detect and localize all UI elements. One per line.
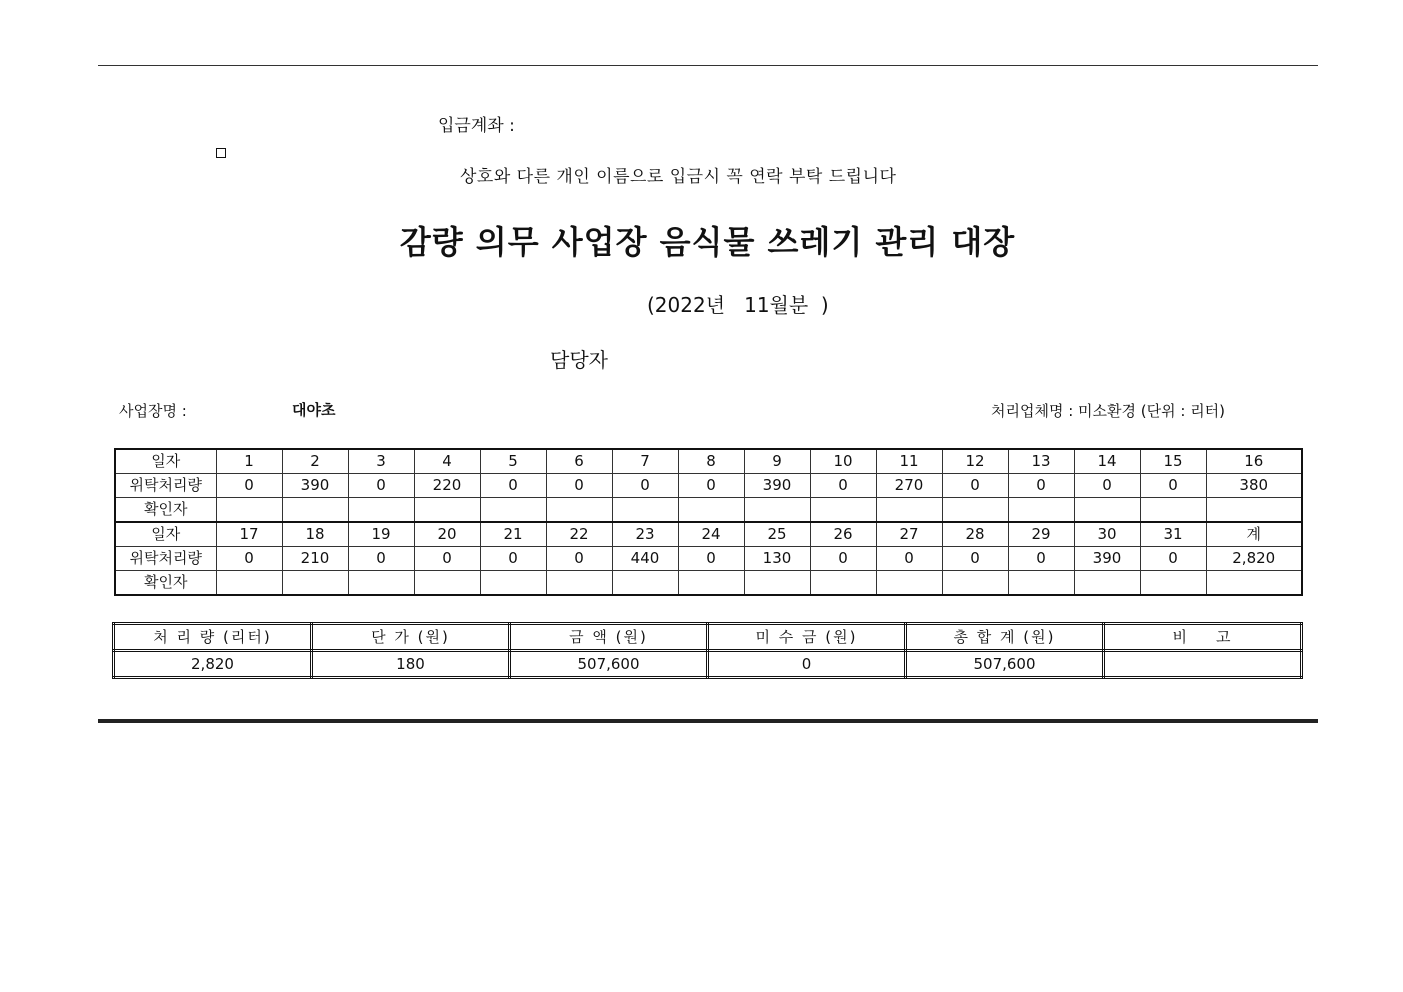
confirm-cell[interactable] — [744, 498, 810, 523]
amount-cell: 0 — [480, 474, 546, 498]
amount-cell: 380 — [1206, 474, 1302, 498]
total-amount-cell: 2,820 — [1206, 547, 1302, 571]
day-cell: 22 — [546, 522, 612, 547]
summary-value-row — [114, 651, 1302, 678]
total-label-cell: 계 — [1206, 522, 1302, 547]
amount-cell: 0 — [216, 547, 282, 571]
summary-header-unpaid: 미 수 금 (원) — [708, 624, 906, 651]
confirm-cell[interactable] — [942, 571, 1008, 596]
day-cell: 23 — [612, 522, 678, 547]
date-row-2 — [115, 522, 1302, 547]
business-name-label: 사업장명 : — [119, 402, 187, 420]
day-cell: 25 — [744, 522, 810, 547]
amount-cell: 130 — [744, 547, 810, 571]
amount-cell: 0 — [810, 474, 876, 498]
amount-cell: 390 — [1074, 547, 1140, 571]
summary-header-remarks: 비 고 — [1104, 624, 1302, 651]
period-label: (2022년 11월분 ) — [647, 293, 829, 317]
day-cell: 11 — [876, 449, 942, 474]
amount-cell: 0 — [414, 547, 480, 571]
confirm-cell[interactable] — [1140, 571, 1206, 596]
confirm-label: 확인자 — [115, 571, 216, 596]
confirm-cell[interactable] — [810, 498, 876, 523]
amount-cell: 0 — [1140, 547, 1206, 571]
amount-cell: 0 — [216, 474, 282, 498]
amount-cell: 0 — [942, 547, 1008, 571]
amount-label: 위탁처리량 — [115, 547, 216, 571]
summary-header-grand-total: 총 합 계 (원) — [906, 624, 1104, 651]
summary-quantity-value: 2,820 — [114, 651, 312, 678]
day-cell: 4 — [414, 449, 480, 474]
confirm-cell[interactable] — [1008, 571, 1074, 596]
summary-header-quantity: 처 리 량 (리터) — [114, 624, 312, 651]
confirm-label: 확인자 — [115, 498, 216, 523]
amount-row-1 — [115, 474, 1302, 498]
summary-unit-price-value: 180 — [312, 651, 510, 678]
day-cell: 20 — [414, 522, 480, 547]
summary-header-amount: 금 액 (원) — [510, 624, 708, 651]
day-cell: 29 — [1008, 522, 1074, 547]
day-cell: 13 — [1008, 449, 1074, 474]
confirm-cell[interactable] — [480, 571, 546, 596]
day-cell: 26 — [810, 522, 876, 547]
top-rule — [98, 65, 1318, 66]
date-row-1 — [115, 449, 1302, 474]
amount-cell: 390 — [282, 474, 348, 498]
amount-cell: 0 — [942, 474, 1008, 498]
deposit-account-label: 입금계좌 : — [438, 116, 515, 136]
checkbox-icon[interactable] — [216, 148, 226, 158]
summary-remarks-value[interactable] — [1104, 651, 1302, 678]
summary-grand-total-value: 507,600 — [906, 651, 1104, 678]
confirm-cell[interactable] — [942, 498, 1008, 523]
summary-table — [112, 622, 1303, 679]
confirm-cell[interactable] — [216, 498, 282, 523]
amount-cell: 390 — [744, 474, 810, 498]
day-cell: 1 — [216, 449, 282, 474]
confirm-cell[interactable] — [480, 498, 546, 523]
amount-cell: 220 — [414, 474, 480, 498]
date-label: 일자 — [115, 449, 216, 474]
day-cell: 30 — [1074, 522, 1140, 547]
confirm-cell[interactable] — [1074, 571, 1140, 596]
summary-unpaid-value: 0 — [708, 651, 906, 678]
confirm-row-1 — [115, 498, 1302, 523]
day-cell: 3 — [348, 449, 414, 474]
confirm-cell[interactable] — [282, 498, 348, 523]
confirm-row-2 — [115, 571, 1302, 596]
summary-header-unit-price: 단 가 (원) — [312, 624, 510, 651]
confirm-cell[interactable] — [876, 498, 942, 523]
day-cell: 24 — [678, 522, 744, 547]
day-cell: 9 — [744, 449, 810, 474]
confirm-cell[interactable] — [546, 571, 612, 596]
day-cell: 6 — [546, 449, 612, 474]
amount-cell: 0 — [876, 547, 942, 571]
amount-cell: 0 — [348, 547, 414, 571]
confirm-cell[interactable] — [744, 571, 810, 596]
date-label: 일자 — [115, 522, 216, 547]
confirm-cell[interactable] — [678, 498, 744, 523]
manager-label: 담당자 — [550, 348, 608, 372]
amount-cell: 0 — [612, 474, 678, 498]
confirm-cell[interactable] — [612, 571, 678, 596]
day-cell: 27 — [876, 522, 942, 547]
amount-cell: 0 — [810, 547, 876, 571]
confirm-cell[interactable] — [678, 571, 744, 596]
bottom-rule — [98, 719, 1318, 723]
amount-cell: 0 — [546, 474, 612, 498]
business-name: 대야초 — [292, 401, 336, 419]
day-cell: 7 — [612, 449, 678, 474]
confirm-cell[interactable] — [1074, 498, 1140, 523]
day-cell: 5 — [480, 449, 546, 474]
day-cell: 15 — [1140, 449, 1206, 474]
confirm-cell[interactable] — [1206, 498, 1302, 523]
amount-cell: 0 — [1140, 474, 1206, 498]
amount-cell: 0 — [1008, 547, 1074, 571]
day-cell: 17 — [216, 522, 282, 547]
day-cell: 21 — [480, 522, 546, 547]
day-cell: 14 — [1074, 449, 1140, 474]
amount-row-2 — [115, 547, 1302, 571]
daily-log-table — [114, 448, 1303, 596]
amount-cell: 0 — [1008, 474, 1074, 498]
confirm-cell[interactable] — [216, 571, 282, 596]
day-cell: 12 — [942, 449, 1008, 474]
confirm-cell[interactable] — [1140, 498, 1206, 523]
processor-info: 처리업체명 : 미소환경 (단위 : 리터) — [991, 402, 1226, 420]
confirm-cell[interactable] — [414, 571, 480, 596]
amount-cell: 0 — [1074, 474, 1140, 498]
summary-header-row — [114, 624, 1302, 651]
amount-cell: 0 — [480, 547, 546, 571]
amount-cell: 210 — [282, 547, 348, 571]
amount-cell: 0 — [678, 474, 744, 498]
day-cell: 2 — [282, 449, 348, 474]
confirm-cell[interactable] — [546, 498, 612, 523]
amount-cell: 0 — [348, 474, 414, 498]
amount-cell: 0 — [546, 547, 612, 571]
confirm-cell[interactable] — [810, 571, 876, 596]
amount-cell: 270 — [876, 474, 942, 498]
summary-amount-value: 507,600 — [510, 651, 708, 678]
day-cell: 10 — [810, 449, 876, 474]
deposit-notice: 상호와 다른 개인 이름으로 입금시 꼭 연락 부탁 드립니다 — [460, 167, 897, 187]
confirm-cell[interactable] — [348, 498, 414, 523]
day-cell: 18 — [282, 522, 348, 547]
amount-label: 위탁처리량 — [115, 474, 216, 498]
day-cell: 28 — [942, 522, 1008, 547]
confirm-cell[interactable] — [876, 571, 942, 596]
confirm-cell[interactable] — [414, 498, 480, 523]
day-cell: 8 — [678, 449, 744, 474]
day-cell: 16 — [1206, 449, 1302, 474]
confirm-cell[interactable] — [1206, 571, 1302, 596]
confirm-cell[interactable] — [612, 498, 678, 523]
confirm-cell[interactable] — [1008, 498, 1074, 523]
amount-cell: 0 — [678, 547, 744, 571]
confirm-cell[interactable] — [282, 571, 348, 596]
day-cell: 31 — [1140, 522, 1206, 547]
amount-cell: 440 — [612, 547, 678, 571]
confirm-cell[interactable] — [348, 571, 414, 596]
day-cell: 19 — [348, 522, 414, 547]
document-title: 감량 의무 사업장 음식물 쓰레기 관리 대장 — [399, 223, 1016, 261]
